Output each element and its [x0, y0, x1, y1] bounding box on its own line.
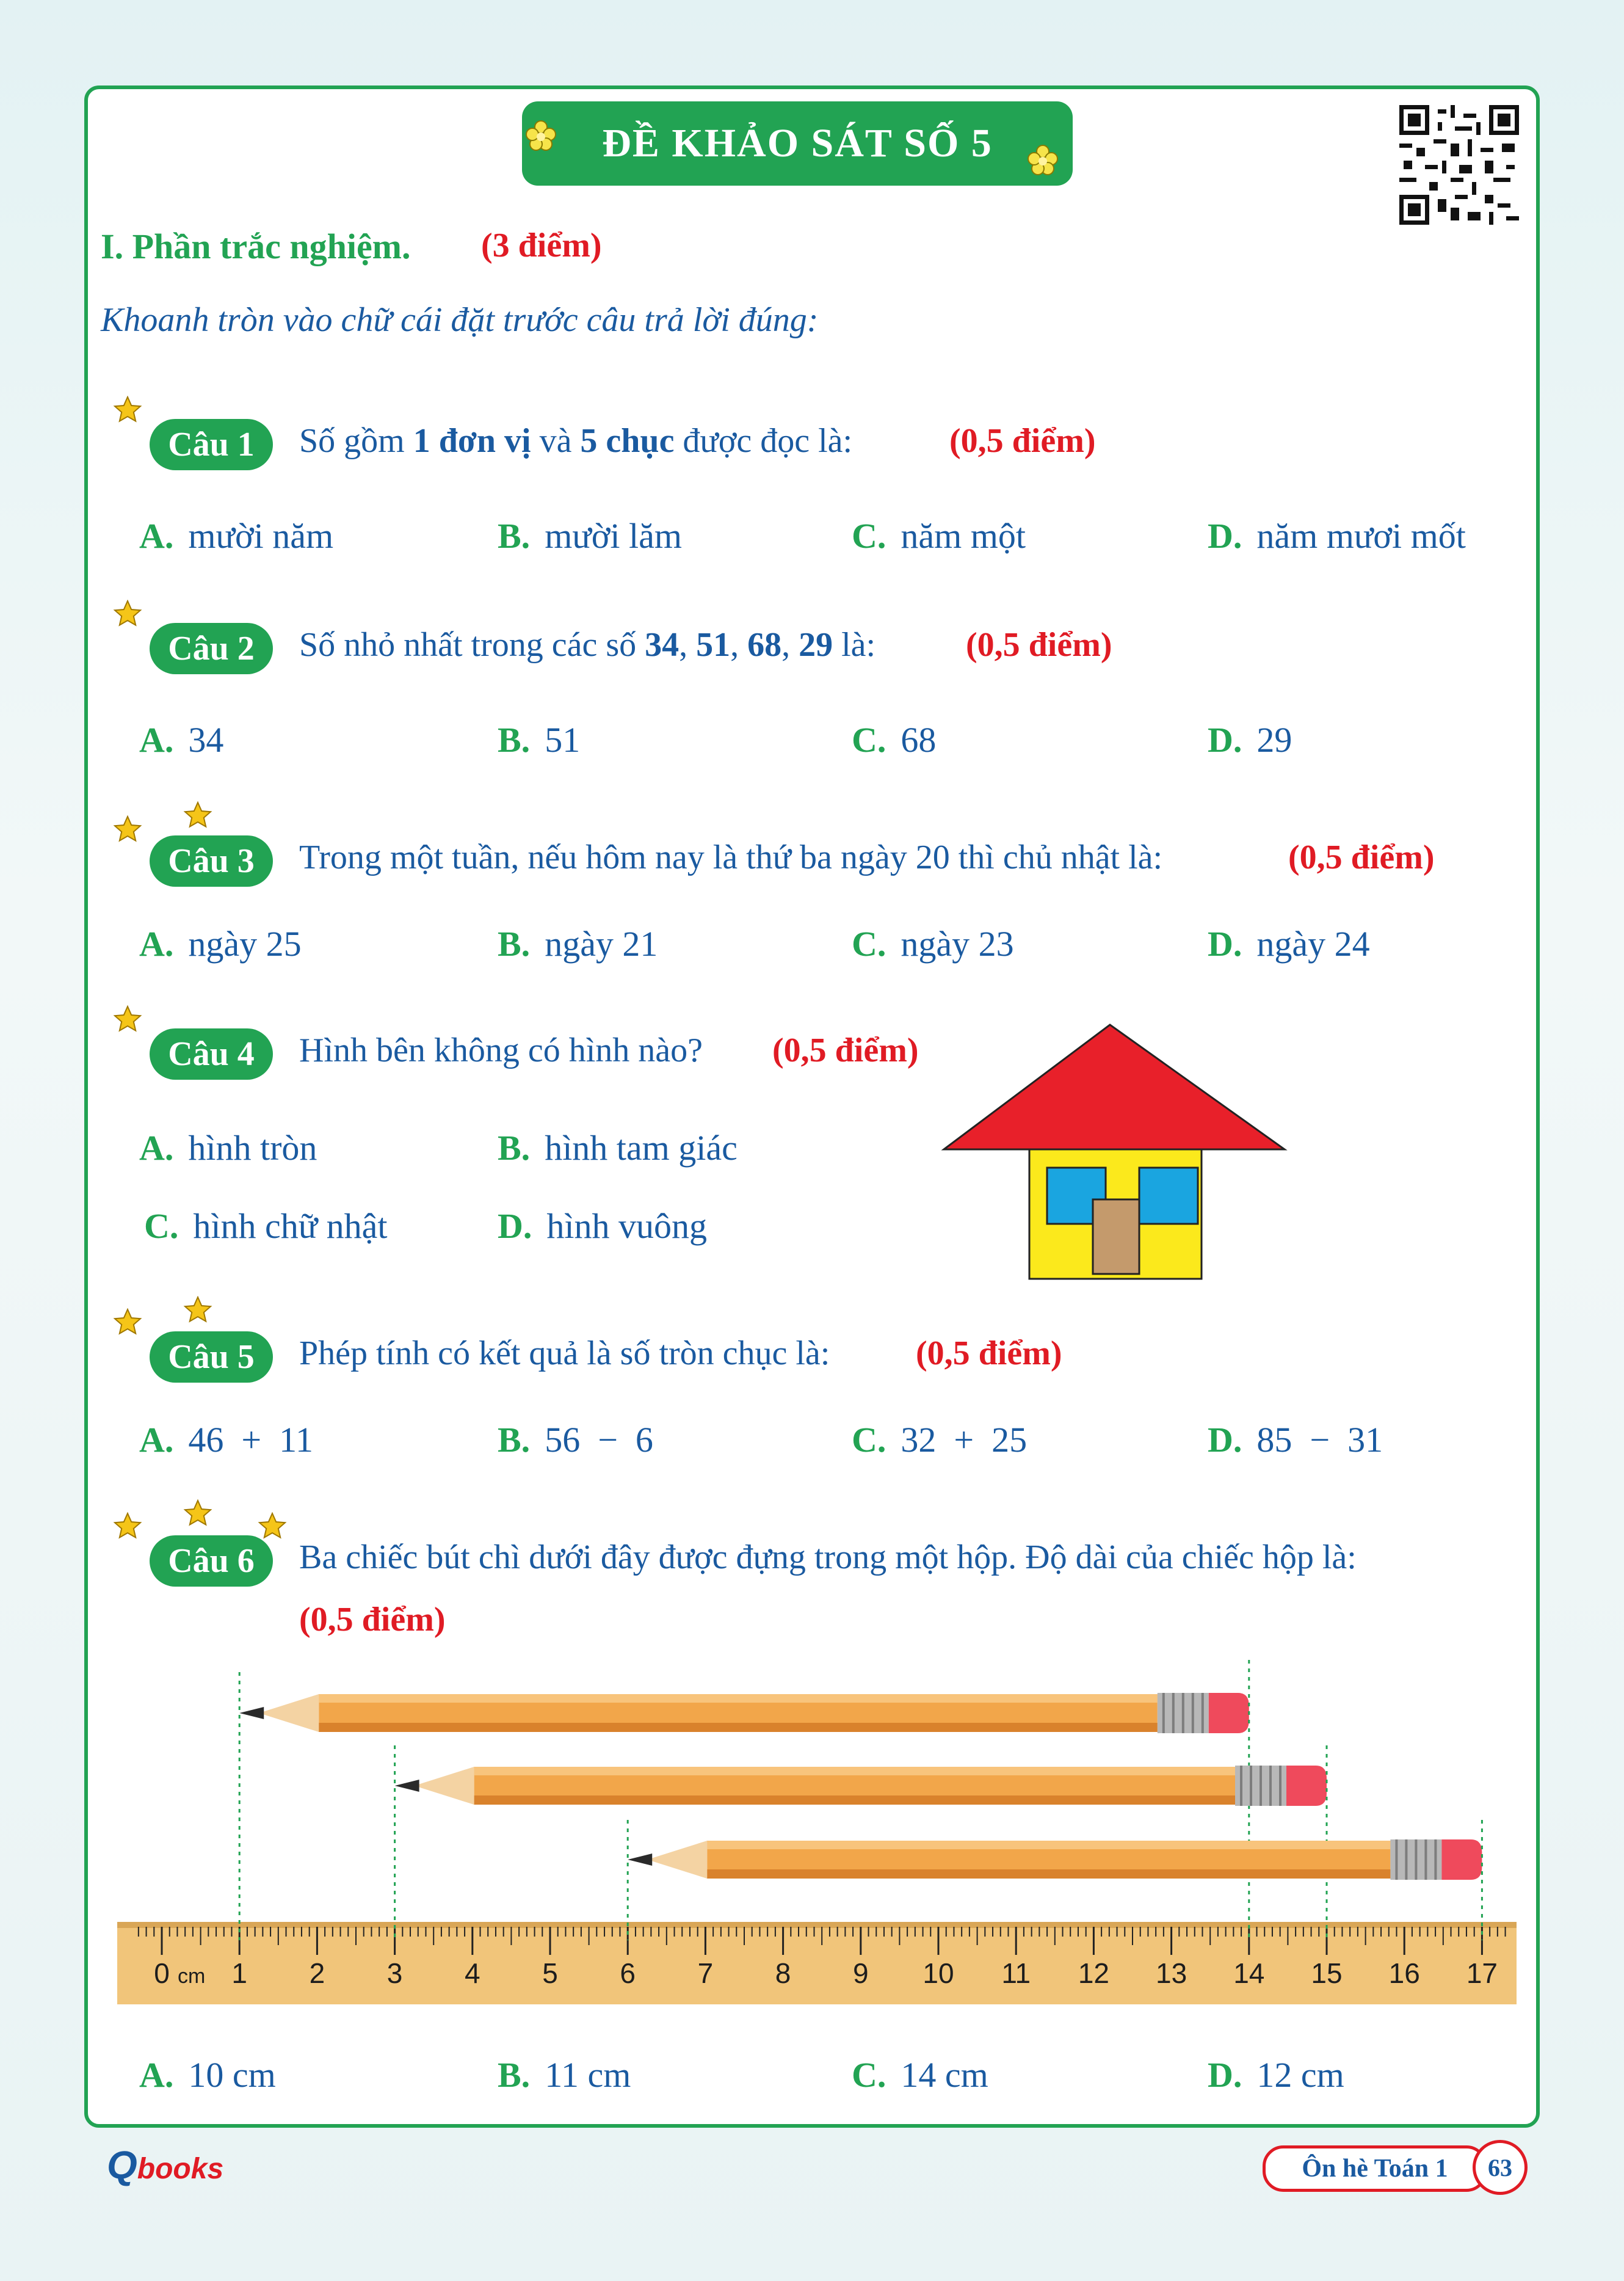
pencil-eraser: [1441, 1839, 1482, 1880]
ruler-label: 0: [154, 1957, 170, 1989]
option-2b[interactable]: B. 51: [498, 720, 581, 760]
ruler-label: 10: [923, 1957, 954, 1989]
question-4-points: (0,5 điểm): [772, 1031, 919, 1069]
option-3a[interactable]: A. ngày 25: [139, 924, 302, 964]
ruler-label: 2: [309, 1957, 325, 1989]
question-6-badge: Câu 6: [150, 1535, 273, 1587]
question-6-points: (0,5 điểm): [299, 1601, 446, 1639]
pencil-highlight: [707, 1841, 1390, 1849]
question-3-badge: Câu 3: [150, 835, 273, 887]
option-1a[interactable]: A. mười năm: [139, 516, 334, 556]
option-3b[interactable]: B. ngày 21: [498, 924, 658, 964]
page-number: 63: [1473, 2140, 1528, 2195]
question-4-badge: Câu 4: [150, 1028, 273, 1080]
option-2c[interactable]: C. 68: [852, 720, 937, 760]
ruler-label: 13: [1156, 1957, 1187, 1989]
option-4d[interactable]: D. hình vuông: [498, 1206, 708, 1246]
pencil-tip: [239, 1707, 264, 1719]
question-5-points: (0,5 điểm): [916, 1334, 1062, 1372]
publisher-logo: Qbooks: [107, 2143, 224, 2187]
pencil-tip: [628, 1854, 652, 1866]
option-4a[interactable]: A. hình tròn: [139, 1128, 317, 1168]
option-1c[interactable]: C. năm một: [852, 516, 1026, 556]
pencil: [628, 1839, 1482, 1880]
pencil-highlight: [319, 1694, 1158, 1703]
ruler-label: 5: [542, 1957, 558, 1989]
ruler-label: 7: [697, 1957, 714, 1989]
question-1-badge: Câu 1: [150, 419, 273, 470]
pencil-wood: [415, 1767, 474, 1805]
ruler-label: 17: [1466, 1957, 1498, 1989]
pencil-eraser: [1286, 1766, 1327, 1806]
pencil-wood: [647, 1841, 707, 1879]
option-1b[interactable]: B. mười lăm: [498, 516, 682, 556]
option-4c[interactable]: C. hình chữ nhật: [144, 1206, 388, 1246]
pencil-shade: [319, 1723, 1158, 1732]
option-5a[interactable]: A. 46 + 11: [139, 1420, 313, 1460]
option-6b[interactable]: B. 11 cm: [498, 2055, 631, 2095]
ruler-unit: cm: [178, 1965, 206, 1988]
option-4b[interactable]: B. hình tam giác: [498, 1128, 738, 1168]
ruler-label: 1: [231, 1957, 247, 1989]
pencil-wood: [259, 1694, 319, 1732]
pencil-eraser: [1209, 1693, 1249, 1733]
pencil: [239, 1693, 1249, 1733]
question-5-text: Phép tính có kết quả là số tròn chục là:: [299, 1334, 830, 1372]
pencil-highlight: [474, 1767, 1235, 1775]
ruler-label: 6: [620, 1957, 636, 1989]
instruction: Khoanh tròn vào chữ cái đặt trước câu trả lời đúng:: [101, 301, 819, 339]
option-5c[interactable]: C. 32 + 25: [852, 1420, 1028, 1460]
option-5d[interactable]: D. 85 − 31: [1208, 1420, 1383, 1460]
question-3-points: (0,5 điểm): [1288, 839, 1435, 876]
question-2-points: (0,5 điểm): [966, 626, 1112, 664]
question-3-text: Trong một tuần, nếu hôm nay là thứ ba ngày 20 thì chủ nhật là:: [299, 839, 1163, 876]
pencil: [395, 1766, 1327, 1806]
ruler-label: 16: [1388, 1957, 1420, 1989]
question-5-badge: Câu 5: [150, 1331, 273, 1383]
ruler-body: [117, 1922, 1517, 2004]
ruler-label: 9: [853, 1957, 869, 1989]
ruler-edge: [117, 1922, 1517, 1928]
ruler-label: 3: [386, 1957, 403, 1989]
question-1-text: Số gồm 1 đơn vị và 5 chục được đọc là:: [299, 422, 853, 460]
option-6d[interactable]: D. 12 cm: [1208, 2055, 1344, 2095]
ruler-label: 12: [1078, 1957, 1109, 1989]
book-title: Ôn hè Toán 1: [1263, 2145, 1487, 2192]
option-2a[interactable]: A. 34: [139, 720, 224, 760]
option-3c[interactable]: C. ngày 23: [852, 924, 1014, 964]
ruler-label: 4: [465, 1957, 480, 1989]
section-points: (3 điểm): [481, 227, 602, 264]
question-2-text: Số nhỏ nhất trong các số 34, 51, 68, 29 là:: [299, 626, 876, 664]
option-1d[interactable]: D. năm mươi mốt: [1208, 516, 1466, 556]
option-6a[interactable]: A. 10 cm: [139, 2055, 276, 2095]
section-title: I. Phần trắc nghiệm.: [101, 227, 411, 266]
page-title: ĐỀ KHẢO SÁT SỐ 5: [602, 121, 993, 166]
question-2-badge: Câu 2: [150, 623, 273, 674]
ruler-label: 15: [1311, 1957, 1343, 1989]
option-3d[interactable]: D. ngày 24: [1208, 924, 1370, 964]
question-6-text: Ba chiếc bút chì dưới đây được đựng trong một hộp. Độ dài của chiếc hộp là:: [299, 1538, 1357, 1576]
ruler-label: 11: [1001, 1957, 1031, 1989]
pencil-shade: [707, 1869, 1390, 1879]
ruler-label: 8: [775, 1957, 791, 1989]
pencil-tip: [395, 1780, 419, 1792]
ruler-label: 14: [1233, 1957, 1265, 1989]
option-2d[interactable]: D. 29: [1208, 720, 1292, 760]
question-1-points: (0,5 điểm): [949, 422, 1096, 460]
question-4-text: Hình bên không có hình nào?: [299, 1031, 703, 1069]
pencil-shade: [474, 1795, 1235, 1805]
option-5b[interactable]: B. 56 − 6: [498, 1420, 653, 1460]
option-6c[interactable]: C. 14 cm: [852, 2055, 988, 2095]
